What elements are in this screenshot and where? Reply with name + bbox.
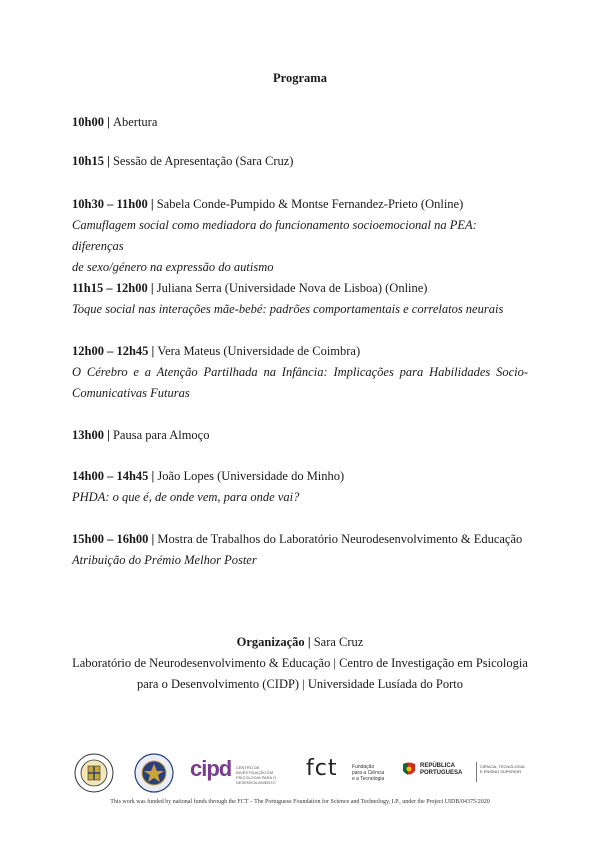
organization-block	[0, 632, 600, 695]
entry-separator: |	[148, 532, 158, 546]
program-entry	[72, 529, 528, 571]
program-entry	[72, 341, 528, 404]
fct-logo	[306, 756, 396, 790]
cipd-logo	[190, 756, 280, 790]
program-entry	[72, 194, 528, 278]
entry-subtitle: Comunicativas Futuras	[72, 386, 190, 400]
university-seal-logo	[134, 753, 174, 793]
program-entry	[72, 278, 528, 320]
organization-line: Laboratório de Neurodesenvolvimento & Educação | Centro de Investigação em Psicologia	[72, 656, 528, 670]
program-entry	[72, 151, 528, 172]
cipd-wordmark: cipd	[190, 756, 232, 781]
entry-time: 14h00 – 14h45	[72, 469, 149, 483]
entry-separator: |	[103, 428, 113, 442]
entry-subtitle: Toque social nas interações mãe-bebé: padrões comportamentais e correlatos neurais	[72, 302, 504, 316]
entry-time: 12h00 – 12h45	[72, 344, 149, 358]
entry-time: 10h30 – 11h00	[72, 197, 148, 211]
cipd-caption: CENTRO DE INVESTIGAÇÃO EM PSICOLOGIA PARA O DESENVOLVIMENTO	[236, 765, 277, 785]
organization-line: para o Desenvolvimento (CIDP) | Universidade Lusíada do Porto	[136, 677, 464, 691]
fct-caption	[352, 764, 384, 782]
entry-time: 11h15 – 12h00	[72, 281, 148, 295]
entry-speaker: Juliana Serra (Universidade Nova de Lisboa) (Online)	[156, 281, 428, 295]
entry-separator: |	[148, 344, 158, 358]
portugal-emblem-icon	[402, 762, 416, 778]
fct-caption-line: e a Tecnologia	[352, 776, 385, 782]
page-title: Programa	[273, 71, 327, 85]
logo-strip	[72, 750, 528, 794]
fct-caption-line: Fundação	[352, 764, 375, 770]
program-entry	[72, 425, 528, 446]
entry-speaker: Sabela Conde-Pumpido & Montse Fernandez-Prieto (Online)	[156, 197, 464, 211]
fct-caption-line: para a Ciência	[352, 770, 385, 776]
republica-portuguesa-logo	[402, 758, 528, 788]
entry-speaker: Abertura	[112, 115, 158, 129]
lusiada-seal-logo	[74, 753, 114, 793]
funding-footnote: This work was funded by national funds through the FCT – The Portuguese Foundation for Science and Technology, I.P., under the Project UIDB/04375/2020	[110, 799, 490, 805]
program-entry	[72, 466, 528, 508]
organization-label: Organização	[236, 635, 305, 649]
entry-time: 10h00	[72, 115, 104, 129]
entry-separator: |	[103, 115, 113, 129]
entry-speaker: Sessão de Apresentação (Sara Cruz)	[112, 154, 294, 168]
republica-line: REPÚBLICA	[420, 763, 456, 769]
entry-subtitle: de sexo/género na expressão do autismo	[72, 260, 274, 274]
entry-speaker: Mostra de Trabalhos do Laboratório Neurodesenvolvimento & Educação	[157, 532, 523, 546]
program-entry	[72, 112, 528, 133]
entry-subtitle: Atribuição do Prémio Melhor Poster	[72, 553, 257, 567]
entry-separator: |	[148, 469, 158, 483]
entry-subtitle: O Cérebro e a Atenção Partilhada na Infância: Implicações para Habilidades Socio-	[72, 365, 528, 379]
republica-divider	[476, 762, 477, 782]
entry-speaker: Vera Mateus (Universidade de Coimbra)	[157, 344, 361, 358]
organization-name: Sara Cruz	[313, 635, 364, 649]
entry-speaker: João Lopes (Universidade do Minho)	[157, 469, 345, 483]
fct-wordmark: fct	[306, 756, 338, 781]
entry-speaker: Pausa para Almoço	[112, 428, 210, 442]
entry-separator: |	[147, 281, 157, 295]
entry-subtitle: Camuflagem social como mediadora do funcionamento socioemocional na PEA: diferenças	[72, 218, 477, 253]
organization-separator: |	[304, 635, 314, 649]
entry-separator: |	[103, 154, 113, 168]
republica-ministry: CIÊNCIA, TECNOLOGIA E ENSINO SUPERIOR	[480, 764, 525, 774]
entry-time: 10h15	[72, 154, 104, 168]
entry-time: 15h00 – 16h00	[72, 532, 149, 546]
republica-line: PORTUGUESA	[420, 770, 463, 776]
entry-subtitle: PHDA: o que é, de onde vem, para onde vai?	[72, 490, 300, 504]
entry-time: 13h00	[72, 428, 104, 442]
entry-separator: |	[147, 197, 157, 211]
